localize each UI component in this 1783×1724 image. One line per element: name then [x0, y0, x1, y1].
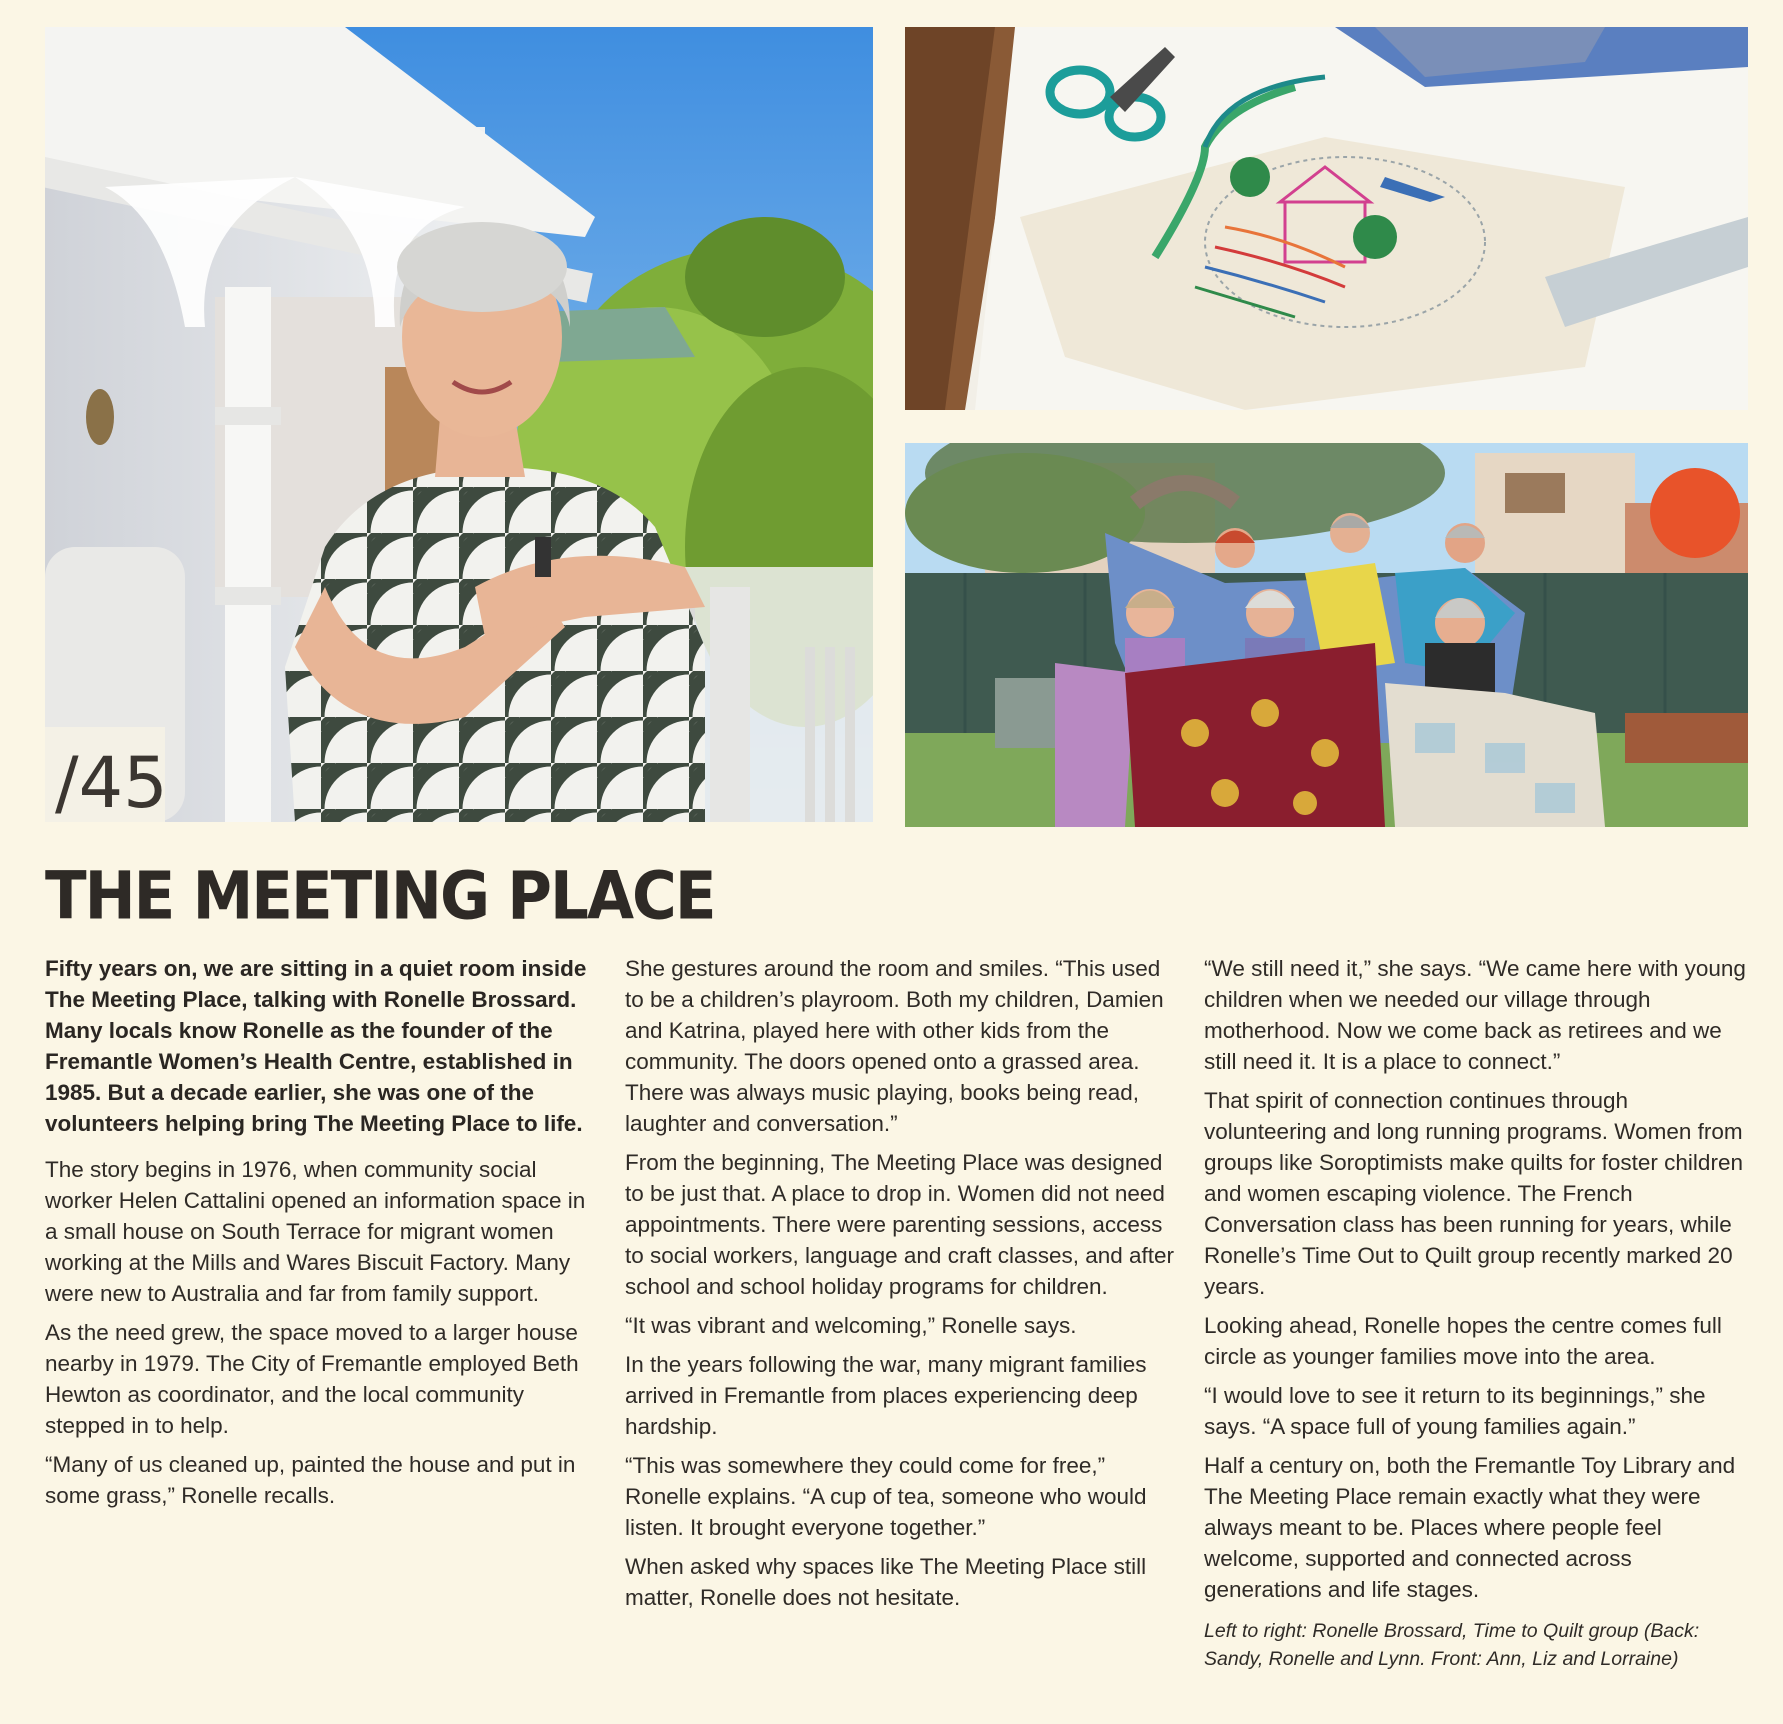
body-paragraph: That spirit of connection continues through volunteering and long running programs. Women from groups like Soroptimists make quilts for foster children and women escaping violence. The French Conversation class has been running for years, while Ronelle’s Time Out to Quilt group recently marked 20 years.: [1204, 1088, 1743, 1299]
body-paragraph: She gestures around the room and smiles. “This used to be a children’s playroom. Both my children, Damien and Katrina, played here with other kids from the community. The doors opened onto a grassed area. There was always music playing, books being read, laughter and conversation.”: [625, 956, 1164, 1136]
article-column-2: [625, 953, 1185, 1621]
body-paragraph: In the years following the war, many migrant families arrived in Fremantle from places experiencing deep hardship.: [625, 1352, 1147, 1439]
body-paragraph: “I would love to see it return to its beginnings,” she says. “A space full of young families again.”: [1204, 1383, 1706, 1439]
photo-caption: Left to right: Ronelle Brossard, Time to Quilt group (Back: Sandy, Ronelle and Lynn. Front: Ann, Liz and Lorraine): [1204, 1620, 1700, 1670]
body-paragraph: “Many of us cleaned up, painted the house and put in some grass,” Ronelle recalls.: [45, 1452, 576, 1508]
lead-paragraph: Fifty years on, we are sitting in a quiet room inside The Meeting Place, talking with Ronelle Brossard. Many locals know Ronelle as the founder of the Fremantle Women’s Health Centre, established in 1985. But a decade earlier, she was one of the volunteers helping bring The Meeting Place to life.: [45, 956, 587, 1136]
body-paragraph: “This was somewhere they could come for free,” Ronelle explains. “A cup of tea, someone who would listen. It brought everyone together.”: [625, 1453, 1147, 1540]
body-paragraph: As the need grew, the space moved to a larger house nearby in 1979. The City of Fremantle employed Beth Hewton as coordinator, and the local community stepped in to help.: [45, 1320, 579, 1438]
quilt-group-photo: [905, 443, 1748, 827]
portrait-photo: [45, 27, 873, 822]
article-title: THE MEETING PLACE: [45, 858, 715, 935]
body-paragraph: From the beginning, The Meeting Place was designed to be just that. A place to drop in. Women did not need appointments. There were parenting sessions, access to social workers, language and craft classes, and after school and school holiday programs for children.: [625, 1150, 1175, 1299]
embroidery-photo: [905, 27, 1748, 410]
body-paragraph: Half a century on, both the Fremantle Toy Library and The Meeting Place remain exactly what they were always meant to be. Places where people feel welcome, supported and connected across generations and life stages.: [1204, 1453, 1736, 1602]
body-paragraph: The story begins in 1976, when community social worker Helen Cattalini opened an information space in a small house on South Terrace for migrant women working at the Mills and Wares Biscuit Factory. Many were new to Australia and far from family support.: [45, 1157, 586, 1306]
body-paragraph: “We still need it,” she says. “We came here with young children when we needed our village through motherhood. Now we come back as retirees and we still need it. It is a place to connect.”: [1204, 956, 1746, 1074]
svg-text:/45: /45: [55, 742, 168, 822]
body-paragraph: Looking ahead, Ronelle hopes the centre comes full circle as younger families move into the area.: [1204, 1313, 1722, 1369]
article-column-3: [1204, 953, 1749, 1681]
body-paragraph: “It was vibrant and welcoming,” Ronelle says.: [625, 1313, 1077, 1338]
article-column-1: [45, 953, 597, 1519]
body-paragraph: When asked why spaces like The Meeting Place still matter, Ronelle does not hesitate.: [625, 1554, 1147, 1610]
